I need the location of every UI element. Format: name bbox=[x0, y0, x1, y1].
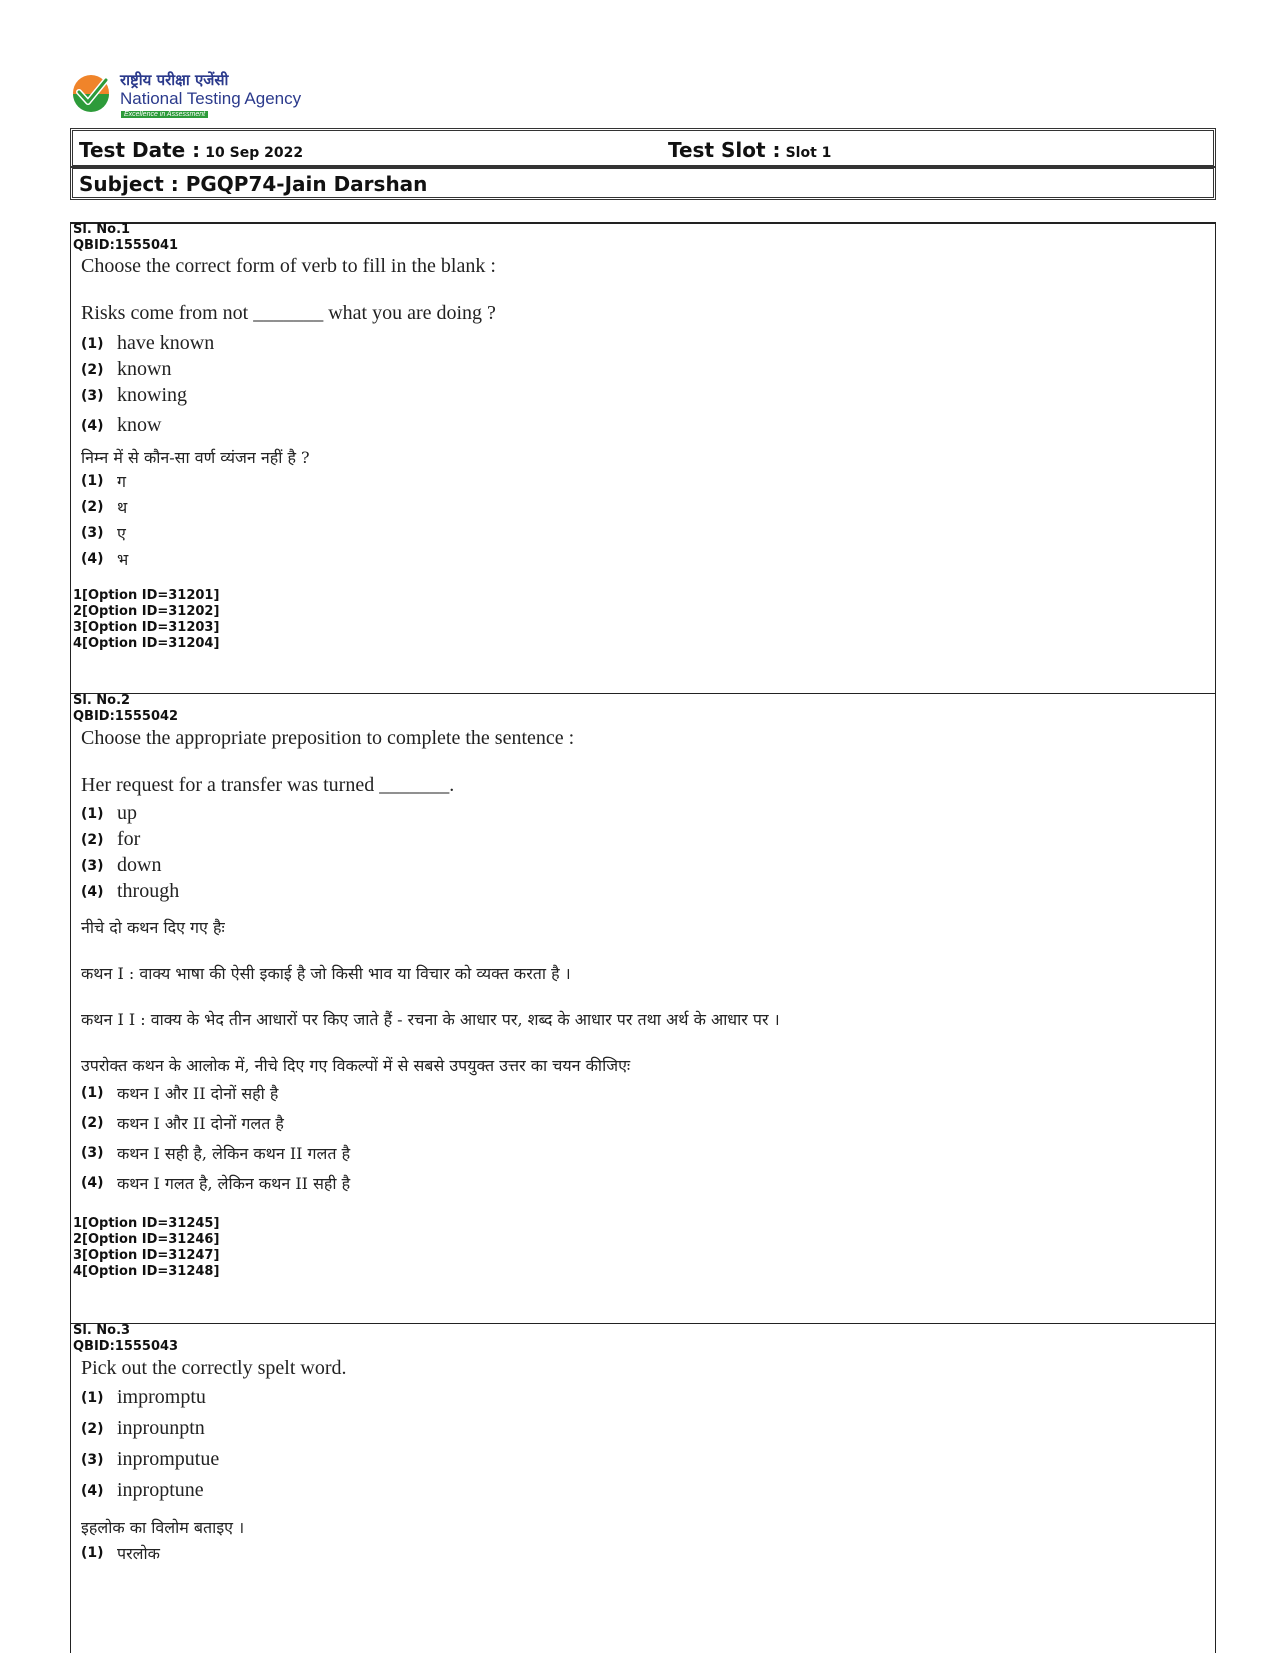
option-item bbox=[81, 414, 161, 438]
hindi-option-item bbox=[81, 1172, 350, 1196]
option-item bbox=[81, 828, 140, 852]
option-item bbox=[81, 332, 214, 356]
option-number: (4) bbox=[81, 1175, 104, 1191]
test-date-label: Test Date : bbox=[79, 138, 201, 162]
subject-title: Subject : PGQP74-Jain Darshan bbox=[79, 172, 428, 196]
nta-checkmark-icon bbox=[70, 72, 112, 114]
option-text: थ bbox=[117, 498, 128, 517]
question-block-2 bbox=[70, 693, 1216, 1324]
option-item bbox=[81, 1417, 205, 1441]
option-number: (2) bbox=[81, 361, 104, 378]
hindi-option-item bbox=[81, 496, 127, 520]
test-slot bbox=[668, 138, 831, 162]
hindi-option-item bbox=[81, 1142, 350, 1166]
option-number: (1) bbox=[81, 473, 104, 489]
option-text: up bbox=[117, 802, 137, 824]
option-id: 3[Option ID=31203] bbox=[73, 620, 220, 635]
qbid: QBID:1555042 bbox=[73, 709, 179, 724]
option-text: inprounptn bbox=[117, 1417, 205, 1439]
option-text: through bbox=[117, 880, 180, 902]
question-stem: Choose the correct form of verb to fill in the blank : bbox=[81, 255, 496, 277]
qbid: QBID:1555041 bbox=[73, 238, 179, 253]
question-sentence: Her request for a transfer was turned _______. bbox=[81, 774, 455, 796]
hindi-instruction: उपरोक्त कथन के आलोक में, नीचे दिए गए विकल्पों में से सबसे उपयुक्त उत्तर का चयन कीजिएः bbox=[81, 1056, 631, 1075]
option-item bbox=[81, 880, 179, 904]
option-item bbox=[81, 854, 161, 878]
option-text: कथन I गलत है, लेकिन कथन II सही है bbox=[117, 1174, 351, 1193]
hindi-question-stem: निम्न में से कौन-सा वर्ण व्यंजन नहीं है ? bbox=[81, 448, 310, 467]
test-slot-label: Test Slot : bbox=[668, 138, 781, 162]
option-id: 1[Option ID=31245] bbox=[73, 1216, 220, 1231]
option-number: (3) bbox=[81, 857, 104, 874]
hindi-question-stem: नीचे दो कथन दिए गए हैः bbox=[81, 918, 225, 937]
question-block-1 bbox=[70, 222, 1216, 694]
option-text: कथन I सही है, लेकिन कथन II गलत है bbox=[117, 1144, 351, 1163]
hindi-statement-1: कथन I : वाक्य भाषा की ऐसी इकाई है जो किसी भाव या विचार को व्यक्त करता है । bbox=[81, 964, 571, 983]
option-text: परलोक bbox=[117, 1544, 160, 1563]
option-text: inproptune bbox=[117, 1479, 204, 1501]
hindi-option-item bbox=[81, 522, 126, 546]
option-text: impromptu bbox=[117, 1386, 206, 1408]
option-id: 4[Option ID=31204] bbox=[73, 636, 220, 651]
test-info-box bbox=[70, 128, 1216, 168]
question-stem: Choose the appropriate preposition to complete the sentence : bbox=[81, 727, 575, 749]
qbid: QBID:1555043 bbox=[73, 1339, 179, 1354]
option-number: (1) bbox=[81, 805, 104, 822]
serial-number: Sl. No.1 bbox=[73, 222, 131, 237]
option-item bbox=[81, 802, 137, 826]
question-sentence: Risks come from not _______ what you are doing ? bbox=[81, 302, 496, 324]
hindi-option-item bbox=[81, 1542, 160, 1566]
option-item bbox=[81, 1448, 219, 1472]
hindi-option-item bbox=[81, 470, 126, 494]
option-number: (1) bbox=[81, 335, 104, 352]
option-number: (1) bbox=[81, 1389, 104, 1406]
option-text: for bbox=[117, 828, 141, 850]
option-text: कथन I और II दोनों गलत है bbox=[117, 1114, 284, 1133]
option-text: knowing bbox=[117, 384, 187, 406]
option-number: (3) bbox=[81, 1451, 104, 1468]
option-id: 3[Option ID=31247] bbox=[73, 1248, 220, 1263]
logo-english-text: National Testing Agency bbox=[120, 89, 302, 108]
serial-number: Sl. No.3 bbox=[73, 1323, 131, 1338]
option-number: (2) bbox=[81, 831, 104, 848]
option-number: (2) bbox=[81, 1115, 104, 1131]
option-text: ए bbox=[117, 524, 126, 543]
option-number: (1) bbox=[81, 1085, 104, 1101]
question-block-3 bbox=[70, 1323, 1216, 1653]
hindi-option-item bbox=[81, 1112, 284, 1136]
option-item bbox=[81, 1479, 204, 1503]
option-id: 4[Option ID=31248] bbox=[73, 1264, 220, 1279]
hindi-option-item bbox=[81, 1082, 278, 1106]
option-text: ग bbox=[117, 472, 127, 491]
test-slot-value: Slot 1 bbox=[785, 145, 832, 161]
option-number: (3) bbox=[81, 525, 104, 541]
option-item bbox=[81, 1386, 206, 1410]
option-text: कथन I और II दोनों सही है bbox=[117, 1084, 279, 1103]
option-text: known bbox=[117, 358, 172, 380]
serial-number: Sl. No.2 bbox=[73, 693, 131, 708]
option-number: (2) bbox=[81, 1420, 104, 1437]
hindi-statement-2: कथन I I : वाक्य के भेद तीन आधारों पर किए जाते हैं - रचना के आधार पर, शब्द के आधार पर तथा अर्थ के आधार पर । bbox=[81, 1010, 780, 1029]
question-stem: Pick out the correctly spelt word. bbox=[81, 1357, 347, 1379]
test-date-value: 10 Sep 2022 bbox=[205, 145, 304, 161]
hindi-option-item bbox=[81, 548, 128, 572]
option-number: (4) bbox=[81, 883, 104, 900]
option-item bbox=[81, 384, 187, 408]
option-number: (4) bbox=[81, 417, 104, 434]
option-id: 1[Option ID=31201] bbox=[73, 588, 220, 603]
option-item bbox=[81, 358, 171, 382]
option-id: 2[Option ID=31246] bbox=[73, 1232, 220, 1247]
option-text: inpromputue bbox=[117, 1448, 220, 1470]
subject-box bbox=[70, 166, 1216, 200]
option-text: भ bbox=[117, 550, 129, 569]
logo-tagline: Excellence in Assessment bbox=[121, 111, 208, 118]
nta-logo bbox=[70, 70, 330, 120]
option-number: (3) bbox=[81, 1145, 104, 1161]
option-number: (4) bbox=[81, 551, 104, 567]
option-number: (2) bbox=[81, 499, 104, 515]
logo-hindi-text: राष्ट्रीय परीक्षा एजेंसी bbox=[120, 71, 229, 89]
option-number: (4) bbox=[81, 1482, 104, 1499]
option-id: 2[Option ID=31202] bbox=[73, 604, 220, 619]
option-number: (1) bbox=[81, 1545, 104, 1561]
hindi-question-stem: इहलोक का विलोम बताइए । bbox=[81, 1518, 245, 1537]
option-text: know bbox=[117, 414, 162, 436]
option-text: down bbox=[117, 854, 162, 876]
test-date bbox=[79, 138, 303, 162]
option-number: (3) bbox=[81, 387, 104, 404]
option-text: have known bbox=[117, 332, 215, 354]
